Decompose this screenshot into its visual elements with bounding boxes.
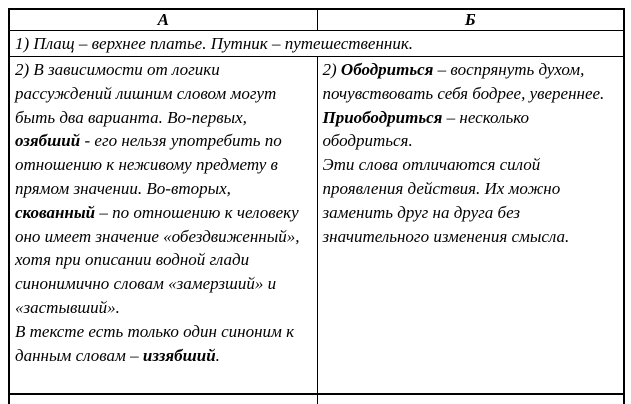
column-header-b: Б (317, 9, 624, 31)
paragraph: 2) В зависимости от логики рассуждений лишним словом могут быть два варианта. Во-первых, озябший - его нельзя употребить по отношению к неживому предмету в прямом значении. Во-вторых, скованный – по отношению к человеку оно имеет значение «обездвиженный», хотя при описании водной глади синонимично словам «замерзший» и «застывший». (15, 60, 300, 317)
paragraph: Эти слова отличаются силой проявления действия. Их можно заменить друг на друга без значительного изменения смысла. (322, 155, 570, 246)
table-header-row (9, 9, 624, 31)
paragraph: Приободриться – несколько ободриться. (322, 107, 530, 151)
paragraph: В тексте есть только один синоним к данным словам – иззябший. (15, 321, 295, 365)
row2-cell-b (317, 57, 624, 395)
row3-cell-a (9, 394, 317, 404)
table-row-1 (9, 31, 624, 57)
row2-cell-a (9, 57, 317, 395)
comparison-table (8, 8, 625, 404)
row3-cell-b (317, 394, 624, 404)
paragraph: 2) Ободриться – воспрянуть духом, почувствовать себя бодрее, увереннее. (322, 60, 605, 103)
table-row-2 (9, 57, 624, 395)
column-header-a: А (9, 9, 317, 31)
table-row-3-partial (9, 394, 624, 404)
row1-cell: 1) Плащ – верхнее платье. Путник – путешественник. (9, 31, 624, 57)
